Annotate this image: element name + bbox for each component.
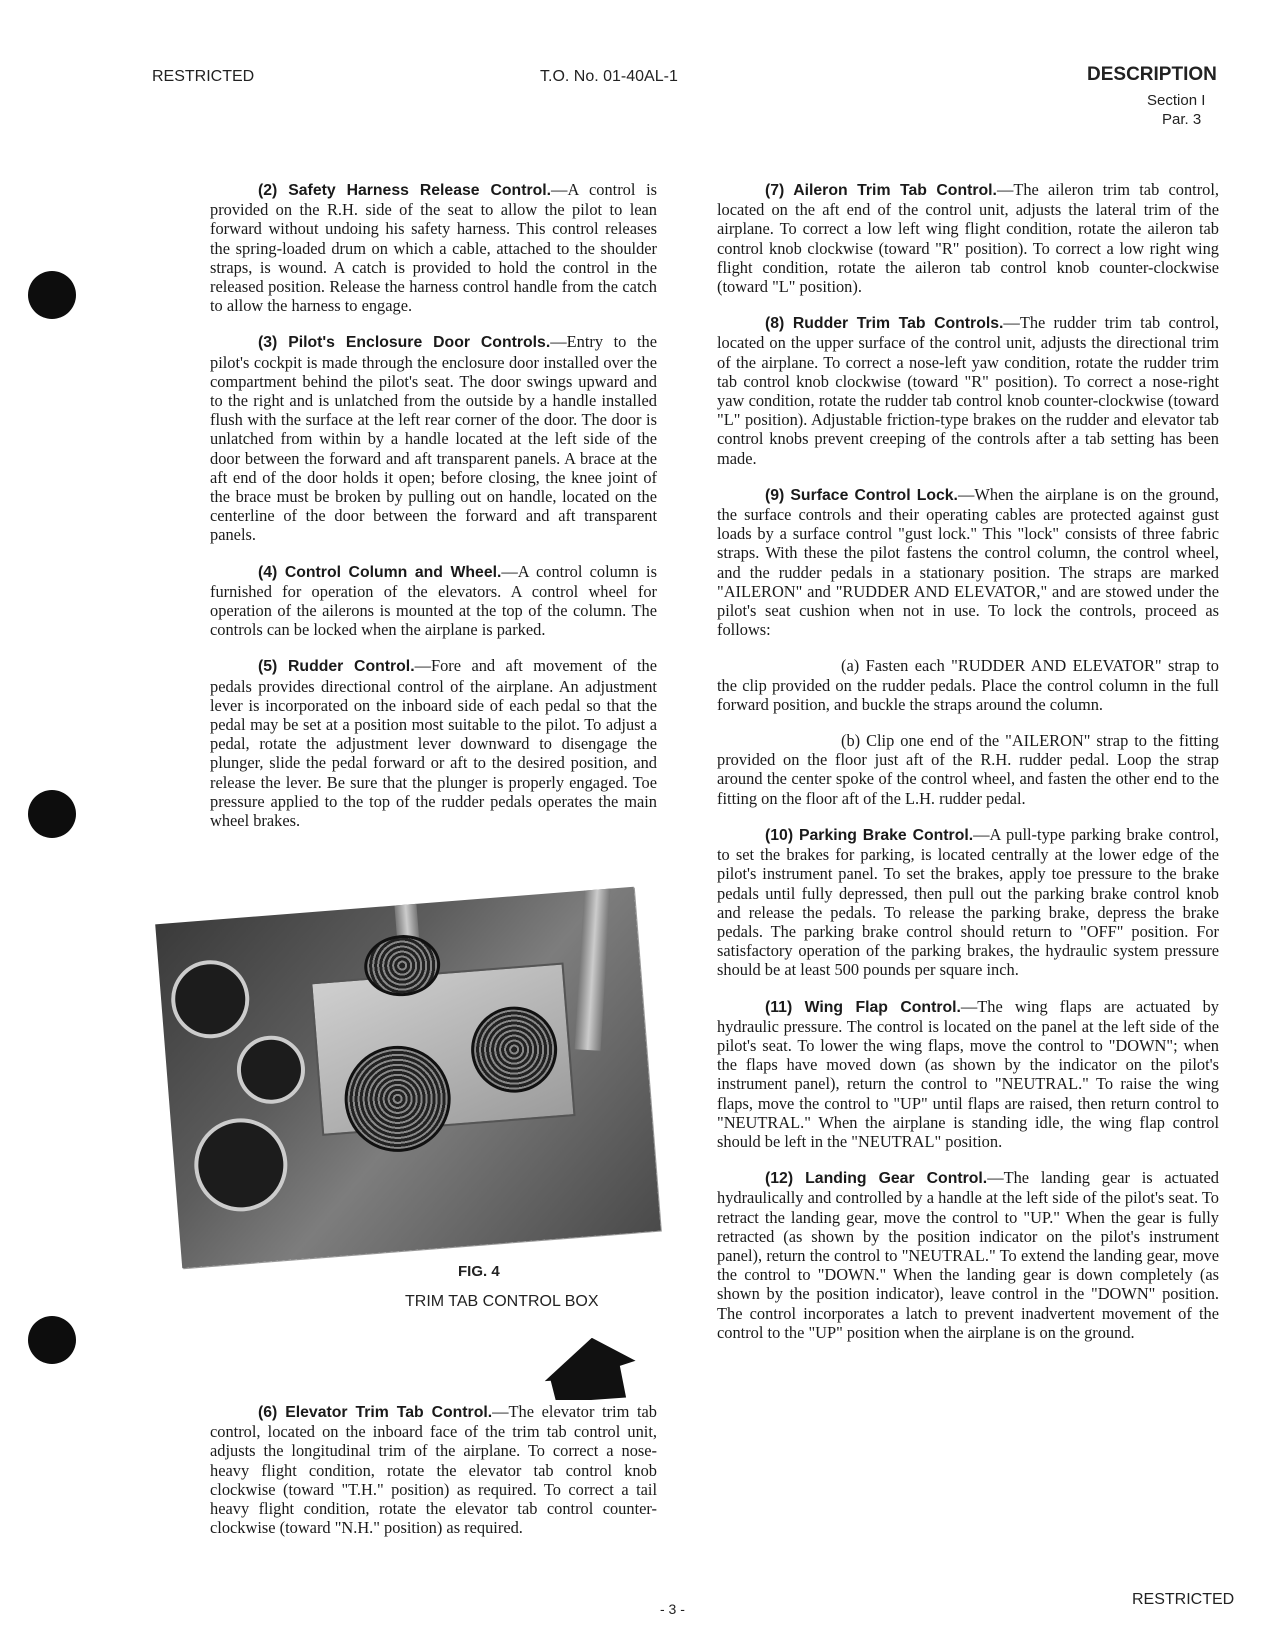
header-tech-order: T.O. No. 01-40AL-1 (540, 68, 678, 85)
paragraph (210, 332, 657, 544)
binder-hole-top (28, 271, 76, 319)
binder-hole-bottom (28, 1316, 76, 1364)
paragraph-text: —A control is provided on the R.H. side of the seat to allow the pilot to lean forward without undoing his safety harness. This control releases the spring-loaded drum on which a cable, attached to the shoulder straps, is wound. A catch is provided to hold the control in the released position. Release the harness control handle from the catch to allow the harness to engage. (210, 180, 657, 316)
paragraph (717, 656, 1219, 714)
left-column-bottom (210, 1402, 657, 1554)
left-column (210, 180, 657, 847)
paragraph (717, 1168, 1219, 1342)
paragraph-heading: (9) Surface Control Lock. (765, 486, 958, 504)
paragraph-heading: (5) Rudder Control. (258, 658, 415, 676)
up-arrow-icon (544, 1338, 636, 1400)
paragraph-text: (b) Clip one end of the "AILERON" strap to the fitting provided on the floor just aft of the R.H. rudder pedal. Loop the strap around the center spoke of the control wheel, and fasten the other end to the fitting on the floor aft of the L.H. rudder pedal. (717, 731, 1219, 808)
right-column (717, 180, 1219, 1359)
paragraph-heading: (6) Elevator Trim Tab Control. (258, 1404, 493, 1421)
paragraph-heading: (4) Control Column and Wheel. (258, 563, 502, 581)
paragraph (210, 180, 657, 315)
paragraph-heading: (12) Landing Gear Control. (765, 1170, 988, 1188)
paragraph-text: —A pull-type parking brake control, to set the brakes for parking, is located centrally at the lower edge of the pilot's instrument panel. To set the brakes, apply toe pressure to the brake pedals until fully depressed, then pull out the parking brake control knob and release the pedals. To release the parking brake, depress the brake pedals. The parking brake control should return to "OFF" position. For satisfactory operation of the parking brakes, the hydraulic system pressure should be at least 500 pounds per square inch. (717, 824, 1219, 980)
paragraph-text: (a) Fasten each "RUDDER AND ELEVATOR" strap to the clip provided on the rudder pedals. Place the control column in the full forward position, and buckle the straps around the column. (717, 656, 1219, 714)
paragraph (717, 997, 1219, 1152)
paragraph-heading: (3) Pilot's Enclosure Door Controls. (258, 334, 551, 352)
header-restricted: RESTRICTED (152, 68, 255, 85)
paragraph (717, 313, 1219, 468)
paragraph-heading: (11) Wing Flap Control. (765, 998, 961, 1016)
figure-title: TRIM TAB CONTROL BOX (405, 1293, 599, 1310)
figure-number: FIG. 4 (458, 1263, 500, 1280)
paragraph-heading: (2) Safety Harness Release Control. (258, 182, 552, 199)
paragraph-heading: (8) Rudder Trim Tab Controls. (765, 315, 1004, 333)
paragraph-text: —The rudder trim tab control, located on the upper surface of the control unit, adjusts the directional trim of the airplane. To correct a nose-left yaw condition, rotate the rudder trim tab control knob clockwise (toward "R" position). To correct a nose-right yaw condition, rotate the rudder tab control knob counter-clockwise (toward "L" position). Adjustable friction-type brakes on the rudder and elevator tab control knobs prevent creeping of the controls after a tab setting has been made. (717, 313, 1219, 468)
paragraph-heading: (7) Aileron Trim Tab Control. (765, 182, 997, 199)
paragraph-text: —The aileron trim tab control, located on the aft end of the control unit, adjusts the lateral trim of the airplane. To correct a low left wing flight condition, rotate the aileron tab control knob clockwise (toward "R" position). To correct a low right wing flight condition, rotate the aileron tab control knob counter-clockwise (toward "L" position). (717, 180, 1219, 297)
header-section-title: DESCRIPTION (1087, 64, 1217, 85)
header-section: Section I (1147, 92, 1206, 109)
paragraph (717, 180, 1219, 296)
paragraph-text: —Entry to the pilot's cockpit is made through the enclosure door installed over the compartment behind the pilot's seat. The door swings upward and to the right and is unlatched from the outside by a handle installed flush with the surface at the left rear corner of the door. The door is unlatched from within by a handle located at the left side of the door between the forward and aft transparent panels. A brace at the aft end of the door holds it open; before closing, the knee joint of the brace must be broken by pulling out on handle, located on the centerline of the door between the forward and aft transparent panels. (210, 332, 658, 545)
header-par: Par. 3 (1162, 111, 1202, 128)
footer-restricted: RESTRICTED (1132, 1591, 1235, 1608)
page-number: - 3 - (660, 1601, 685, 1617)
paragraph-text: —The wing flaps are actuated by hydraulic pressure. The control is located on the panel at the left side of the pilot's seat. To lower the wing flaps, move the control to "DOWN"; when the flaps have moved down (as shown by the indicator on the pilot's instrument panel), return the control to "NEUTRAL." To raise the wing flaps, move the control to "UP" until flaps are raised, then return control to "NEUTRAL." When the airplane is standing idle, the wing flap control should be left in the "NEUTRAL" position. (717, 996, 1219, 1151)
paragraph (717, 825, 1219, 980)
paragraph-text: —The elevator trim tab control, located on the inboard face of the trim tab control unit, adjusts the longitudinal trim of the airplane. To correct a nose-heavy flight condition, rotate the elevator tab control knob clockwise (toward "T.H." position) as required. To correct a tail heavy flight condition, rotate the elevator tab control counter-clockwise (toward "N.H." position) as required. (210, 1402, 657, 1538)
paragraph (210, 562, 657, 640)
paragraph-text: —The landing gear is actuated hydraulically and controlled by a handle at the left side of the pilot's seat. To retract the landing gear, move the control to "UP." When the gear is fully retracted (as shown by the position indicator on the pilot's instrument panel), return the control to "NEUTRAL." To extend the landing gear, move the control to "DOWN." When the landing gear is down completely (as shown by the position indicator), leave control in the "DOWN" position. The control incorporates a latch to prevent inadvertent movement of the control to the "UP" position when the airplane is on the ground. (717, 1168, 1219, 1342)
paragraph-text: —When the airplane is on the ground, the surface controls and their operating cables are protected against gust loads by a surface control "gust lock." This "lock" consists of three fabric straps. With these the pilot fastens the control column, the control wheel, and the rudder pedals in a stationary position. The straps are marked "AILERON" and "RUDDER AND ELEVATOR," and are stowed under the pilot's seat cushion when not in use. To lock the controls, proceed as follows: (717, 484, 1219, 640)
trim-tab-control-box-photo (155, 887, 661, 1269)
paragraph-text: —A control column is furnished for operation of the elevators. A control wheel for operation of the ailerons is mounted at the top of the column. The controls can be locked when the airplane is parked. (210, 561, 657, 640)
paragraph (210, 656, 657, 830)
paragraph-text: —Fore and aft movement of the pedals provides directional control of the airplane. An adjustment lever is incorporated on the inboard side of each pedal so that the pedal may be set at a position most suitable to the pilot. To adjust a pedal, rotate the adjustment lever downward to disengage the plunger, slide the pedal forward or aft to the desired position, and release the lever. Be sure that the plunger is properly engaged. Toe pressure applied to the top of the rudder pedals operates the main wheel brakes. (210, 656, 657, 831)
paragraph (717, 731, 1219, 808)
paragraph-heading: (10) Parking Brake Control. (765, 826, 974, 844)
paragraph (210, 1402, 657, 1537)
paragraph (717, 485, 1219, 640)
binder-hole-middle (28, 790, 76, 838)
